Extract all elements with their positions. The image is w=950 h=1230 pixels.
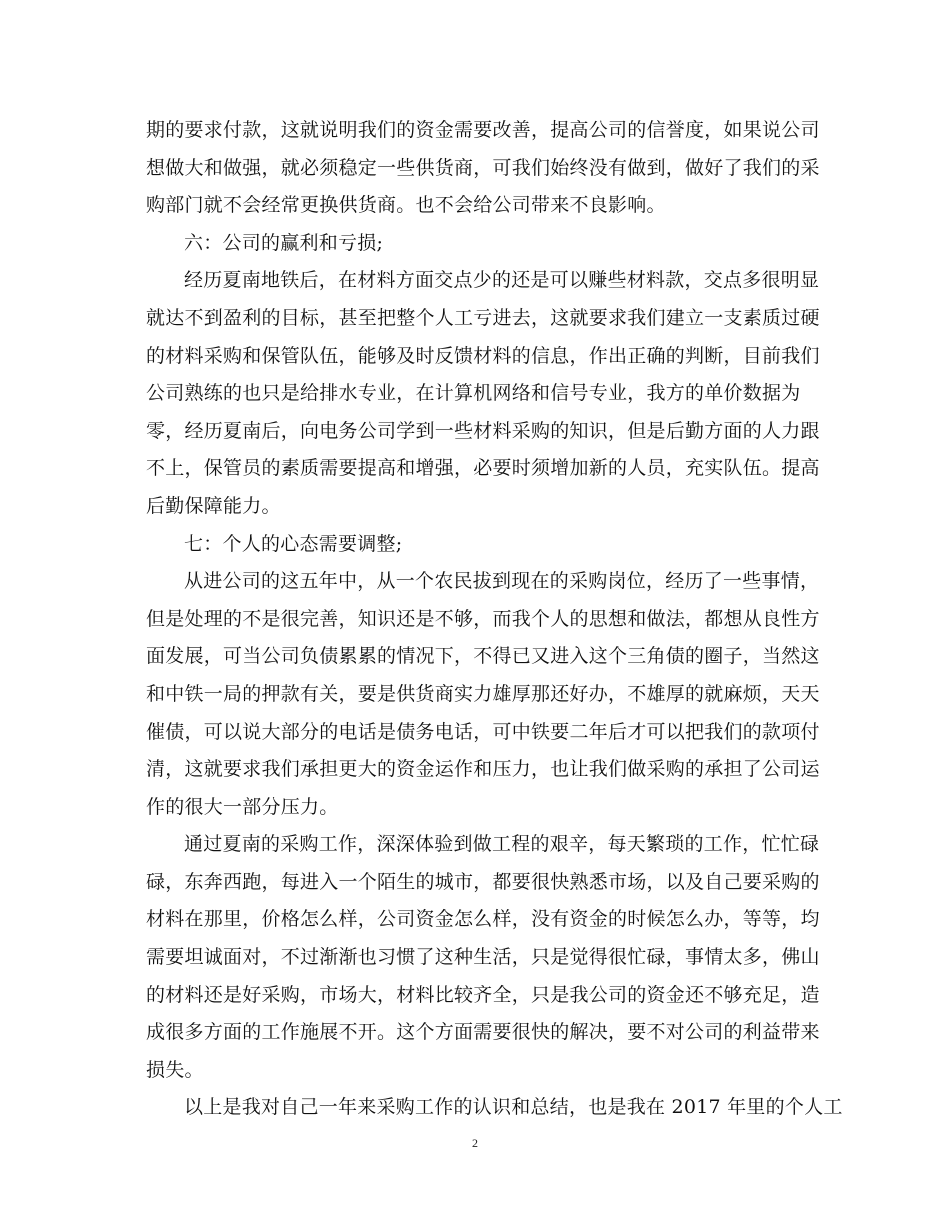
text-line: 碌，东奔西跑，每进入一个陌生的城市，都要很快熟悉市场，以及自己要采购的 bbox=[146, 870, 820, 893]
text-line: 但是处理的不是很完善，知识还是不够，而我个人的思想和做法，都想从良性方 bbox=[146, 607, 820, 630]
text-line: 催债，可以说大部分的电话是债务电话，可中铁要二年后才可以把我们的款项付 bbox=[146, 720, 820, 743]
text-line: 和中铁一局的押款有关，要是供货商实力雄厚那还好办，不雄厚的就麻烦，天天 bbox=[146, 682, 820, 705]
text-line: 零，经历夏南后，向电务公司学到一些材料采购的知识，但是后勤方面的人力跟 bbox=[146, 419, 820, 442]
text-line: 购部门就不会经常更换供货商。也不会给公司带来不良影响。 bbox=[146, 194, 666, 217]
text-line: 损失。 bbox=[146, 1058, 204, 1081]
section-heading: 七：个人的心态需要调整; bbox=[184, 532, 403, 555]
text-line: 通过夏南的采购工作，深深体验到做工程的艰辛，每天繁琐的工作，忙忙碌 bbox=[184, 833, 820, 856]
text-line: 以上是我对自己一年来采购工作的认识和总结，也是我在 2017 年里的个人工 bbox=[184, 1096, 843, 1119]
text-line: 的材料还是好采购，市场大，材料比较齐全，只是我公司的资金还不够充足，造 bbox=[146, 983, 820, 1006]
text-line: 想做大和做强，就必须稳定一些供货商，可我们始终没有做到，做好了我们的采 bbox=[146, 156, 820, 179]
text-line: 不上，保管员的素质需要提高和增强，必要时须增加新的人员，充实队伍。提高 bbox=[146, 457, 820, 480]
text-line: 作的很大一部分压力。 bbox=[146, 795, 339, 818]
section-heading: 六：公司的赢利和亏损; bbox=[184, 231, 384, 254]
text-line: 公司熟练的也只是给排水专业，在计算机网络和信号专业，我方的单价数据为 bbox=[146, 382, 801, 405]
text-line: 期的要求付款，这就说明我们的资金需要改善，提高公司的信誉度，如果说公司 bbox=[146, 119, 820, 141]
text-line: 清，这就要求我们承担更大的资金运作和压力，也让我们做采购的承担了公司运 bbox=[146, 758, 820, 781]
text-line: 面发展，可当公司负债累累的情况下，不得已又进入这个三角债的圈子，当然这 bbox=[146, 645, 820, 668]
text-line: 的材料采购和保管队伍，能够及时反馈材料的信息，作出正确的判断，目前我们 bbox=[146, 344, 820, 367]
text-line: 经历夏南地铁后，在材料方面交点少的还是可以赚些材料款，交点多很明显 bbox=[184, 269, 820, 292]
text-line: 需要坦诚面对，不过渐渐也习惯了这种生活，只是觉得很忙碌，事情太多，佛山 bbox=[146, 946, 820, 969]
text-line: 成很多方面的工作施展不开。这个方面需要很快的解决，要不对公司的利益带来 bbox=[146, 1021, 820, 1044]
page-number: 2 bbox=[472, 1136, 478, 1150]
text-line: 从进公司的这五年中，从一个农民拔到现在的采购岗位，经历了一些事情， bbox=[184, 570, 820, 593]
document-body bbox=[146, 112, 843, 1127]
text-line: 材料在那里，价格怎么样，公司资金怎么样，没有资金的时候怎么办，等等，均 bbox=[146, 908, 820, 931]
text-line: 就达不到盈利的目标，甚至把整个人工亏进去，这就要求我们建立一支素质过硬 bbox=[146, 306, 820, 329]
text-line: 后勤保障能力。 bbox=[146, 494, 281, 517]
